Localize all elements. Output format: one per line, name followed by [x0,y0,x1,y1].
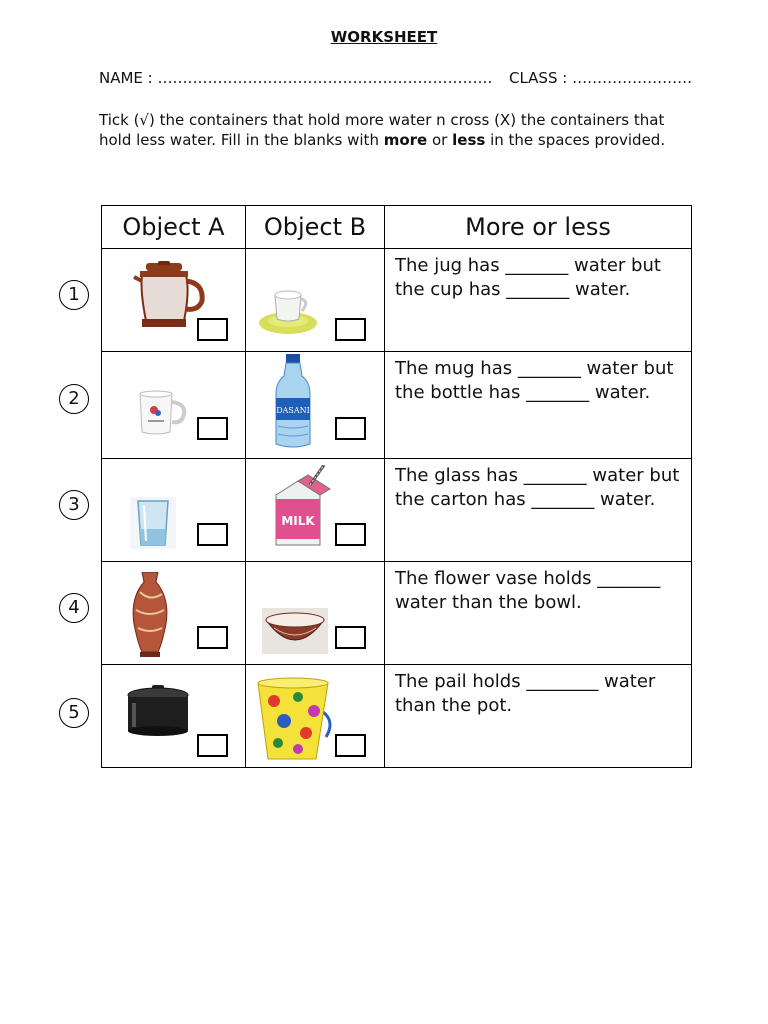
cell-sentence [385,459,692,562]
object-b-tickbox[interactable] [335,318,366,341]
cell-object-a [102,562,246,665]
cell-sentence [385,352,692,459]
cell-object-b [246,562,385,665]
row-number-2: 2 [59,384,89,414]
row-number-1: 1 [59,280,89,310]
header-object-b: Object B [246,206,385,249]
milk-carton-image [270,465,336,547]
svg-text:MILK: MILK [281,514,315,528]
table-row [102,562,692,665]
cell-sentence [385,665,692,768]
class-field[interactable]: CLASS : …………………… [509,69,693,87]
cell-object-a [102,352,246,459]
svg-text:DASANI: DASANI [276,406,310,415]
cup-and-saucer-image [258,287,320,337]
object-a-tickbox[interactable] [197,734,228,757]
sentence-text: The mug has _______ water but the bottle has _______ water. [395,358,674,403]
sentence-text: The flower vase holds _______ water than the bowl. [395,568,661,613]
object-a-tickbox[interactable] [197,523,228,546]
object-a-tickbox[interactable] [197,626,228,649]
row-number-5: 5 [59,698,89,728]
comparison-table [101,205,692,768]
worksheet-title: WORKSHEET [330,28,438,46]
cell-object-a [102,249,246,352]
sentence-text: The pail holds ________ water than the pot. [395,671,656,716]
cell-object-b [246,352,385,459]
cell-object-b [246,665,385,768]
table-row [102,249,692,352]
cell-sentence [385,249,692,352]
object-b-tickbox[interactable] [335,523,366,546]
instructions [99,110,689,150]
cell-object-b [246,459,385,562]
row-number-4: 4 [59,593,89,623]
object-b-tickbox[interactable] [335,417,366,440]
instructions-bold-more: more [383,131,428,149]
sentence-text: The glass has _______ water but the carton has _______ water. [395,465,680,510]
mug-image [136,390,188,436]
flower-vase-image [128,572,172,658]
table-row [102,459,692,562]
instructions-text-1: Tick (√) the containers that hold more water n cross (X) the containers that hold less water. Fill in the blanks with [99,111,665,149]
pot-image [124,685,192,737]
instructions-text-2: or [427,131,453,149]
cell-object-b [246,249,385,352]
object-b-tickbox[interactable] [335,626,366,649]
header-object-a: Object A [102,206,246,249]
row-number-3: 3 [59,490,89,520]
name-field[interactable]: NAME : …………………………………………………………. [99,69,493,87]
bowl-image [262,608,328,654]
instructions-text-3: in the spaces provided. [485,131,666,149]
sentence-text: The jug has _______ water but the cup has _______ water. [395,255,661,300]
object-b-tickbox[interactable] [335,734,366,757]
header-more-or-less: More or less [385,206,692,249]
teapot-jug-image [132,261,207,339]
instructions-bold-less: less [452,131,486,149]
water-bottle-image [272,354,314,450]
cell-object-a [102,459,246,562]
cell-object-a [102,665,246,768]
table-row [102,352,692,459]
object-a-tickbox[interactable] [197,318,228,341]
cell-sentence [385,562,692,665]
glass-image [130,497,176,549]
table-header-row [102,206,692,249]
object-a-tickbox[interactable] [197,417,228,440]
pail-image [254,677,336,763]
table-row [102,665,692,768]
